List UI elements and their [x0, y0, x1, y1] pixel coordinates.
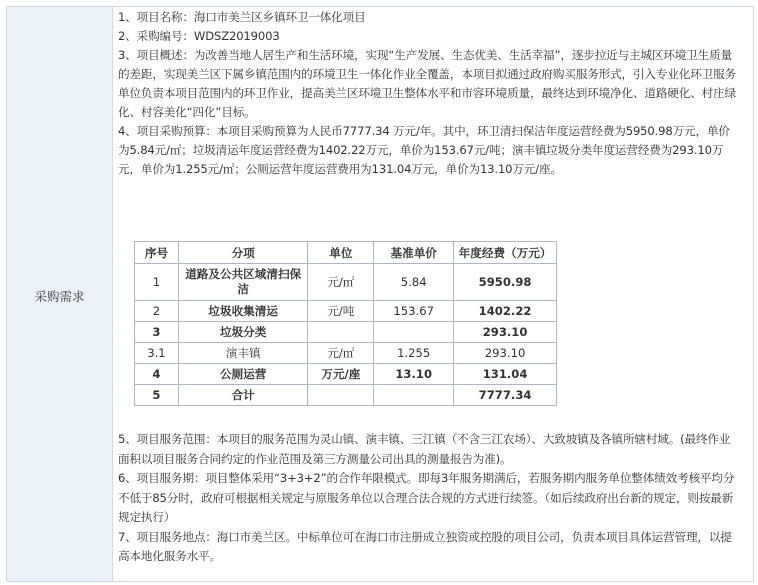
header-unit: 单位 — [308, 242, 374, 264]
row-annual: 131.04 — [454, 364, 557, 385]
section-label-cell — [7, 7, 113, 581]
project-name: 1、项目名称：海口市美兰区乡镇环卫一体化项目 — [118, 10, 366, 24]
row-price — [374, 322, 454, 343]
outro-text — [118, 430, 738, 567]
procurement-number: 2、采购编号：WDSZ2019003 — [118, 29, 280, 43]
row-item: 公厕运营 — [178, 364, 308, 385]
row-item: 垃圾收集清运 — [178, 301, 308, 322]
row-item: 垃圾分类 — [178, 322, 308, 343]
header-item: 分项 — [178, 242, 308, 264]
row-annual: 5950.98 — [454, 264, 557, 301]
row-unit: 元/㎡ — [308, 343, 374, 364]
table-header-row — [135, 242, 557, 264]
service-scope: 5、项目服务范围：本项目的服务范围为灵山镇、演丰镇、三江镇（不含三江农场）、大致坡镇及各镇所辖村域。(最终作业面积以项目服务合同约定的作业范围及第三方测量公司出具的测量报告为准)。 — [118, 432, 731, 466]
service-location: 7、项目服务地点：海口市美兰区。中标单位可在海口市注册成立独资或控股的项目公司，负责本项目具体运营管理，以提高本地化服务水平。 — [118, 529, 732, 563]
row-annual: 293.10 — [454, 322, 557, 343]
table-row — [135, 385, 557, 406]
table-row — [135, 264, 557, 301]
project-overview: 3、项目概述：为改善当地人居生产和生活环境，实现“生产发展、生态优美、生活幸福”，逐步拉近与主城区环境卫生质量的差距，实现美兰区下属乡镇范围内的环境卫生一体化作业全覆盖，本项目拟通过政府购买服务形式，引入专业化环卫服务单位负责本项目范围内的环卫作业，提高美兰区环境卫生整体水平和市容环境质量，最终达到环境净化、道路硬化、村庄绿化、村容美化“四化”目标。 — [118, 48, 736, 119]
table-row — [135, 322, 557, 343]
row-annual: 293.10 — [454, 343, 557, 364]
section-label: 采购需求 — [34, 289, 85, 304]
row-price: 5.84 — [374, 264, 454, 301]
row-price: 1.255 — [374, 343, 454, 364]
header-no: 序号 — [135, 242, 179, 264]
row-no: 2 — [135, 301, 179, 322]
row-item: 道路及公共区域清扫保洁 — [178, 264, 308, 301]
procurement-budget: 4、项目采购预算：本项目采购预算为人民币7777.34 万元/年。其中，环卫清扫保洁年度运营经费为5950.98万元，单价为5.84元/㎡；垃圾清运年度运营经费为1402.22万元，单价为153.67元/吨；演丰镇垃圾分类年度运营经费为293.10万元，单价为1.255元/㎡；公厕运营年度运营费用为131.04万元，单价为13.10万元/座。 — [118, 124, 730, 176]
row-unit: 元/㎡ — [308, 264, 374, 301]
table-row — [135, 301, 557, 322]
service-period: 6、项目服务期：项目整体采用“3+3+2”的合作年限模式。即每3年服务期满后，若服务期内服务单位整体绩效考核平均分不低于85分时，政府可根据相关规定与原服务单位以合理合法合规的方式进行续签。（如后续政府出台新的规定，则按最新规定执行） — [118, 471, 735, 524]
row-unit: 万元/座 — [308, 364, 374, 385]
budget-table — [134, 241, 557, 406]
table-row — [135, 364, 557, 385]
row-price: 13.10 — [374, 364, 454, 385]
row-no: 3 — [135, 322, 179, 343]
row-no: 1 — [135, 264, 179, 301]
row-annual: 7777.34 — [454, 385, 557, 406]
intro-text — [118, 8, 738, 179]
row-unit: 元/吨 — [308, 301, 374, 322]
header-annual: 年度经费（万元） — [454, 242, 557, 264]
row-no: 3.1 — [135, 343, 179, 364]
row-unit — [308, 385, 374, 406]
row-price — [374, 385, 454, 406]
row-unit — [308, 322, 374, 343]
row-item: 演丰镇 — [178, 343, 308, 364]
table-row — [135, 343, 557, 364]
row-annual: 1402.22 — [454, 301, 557, 322]
row-no: 4 — [135, 364, 179, 385]
row-item: 合计 — [178, 385, 308, 406]
row-no: 5 — [135, 385, 179, 406]
header-price: 基准单价 — [374, 242, 454, 264]
row-price: 153.67 — [374, 301, 454, 322]
